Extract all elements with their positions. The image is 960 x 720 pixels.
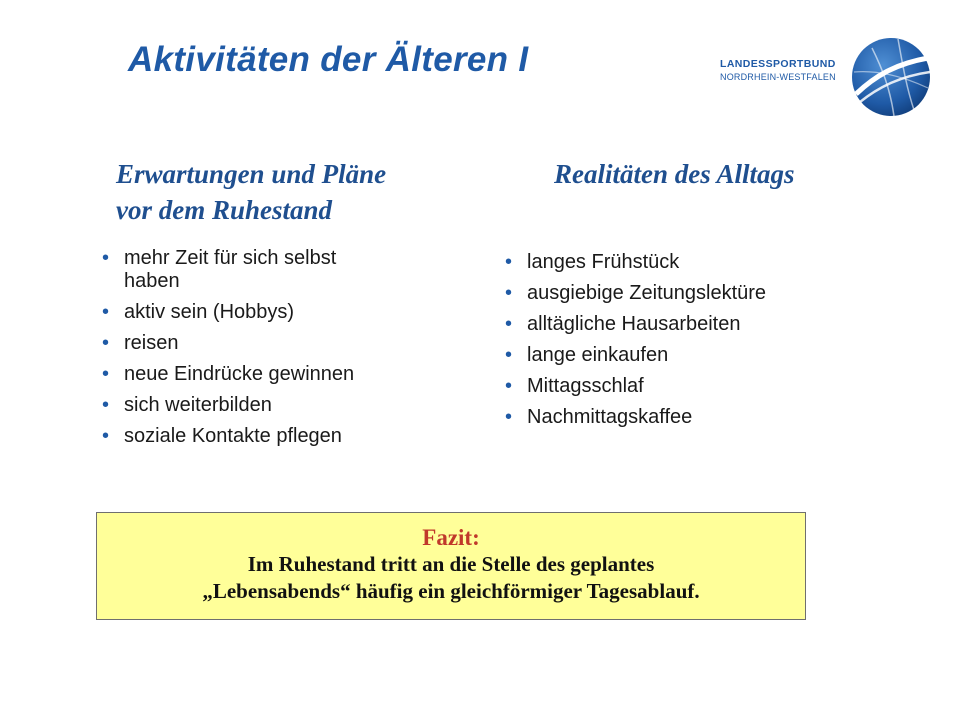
list-item: • Nachmittagskaffee — [505, 406, 885, 429]
globe-logo-icon — [850, 36, 932, 118]
list-item-line-2: haben — [124, 270, 180, 292]
list-item: • Mittagsschlaf — [505, 375, 885, 398]
landessportbund-logo — [720, 36, 942, 120]
left-heading-line-1: Erwartungen und Pläne — [116, 159, 387, 189]
conclusion-line-2: „Lebensabends“ häufig ein gleichförmiger Tagesablauf. — [202, 579, 700, 603]
left-heading-line-2: vor dem Ruhestand — [116, 195, 333, 225]
logo-line-1: LANDESSPORTBUND — [720, 58, 836, 70]
right-column-heading: Realitäten des Alltags — [554, 159, 795, 189]
list-item: • alltägliche Hausarbeiten — [505, 313, 885, 336]
list-item: • aktiv sein (Hobbys) — [102, 301, 462, 324]
list-item — [102, 247, 462, 293]
expectations-list — [102, 247, 462, 456]
conclusion-line-1: Im Ruhestand tritt an die Stelle des geplantes — [247, 552, 655, 576]
slide-title: Aktivitäten der Älteren I — [128, 40, 529, 79]
conclusion-box — [96, 512, 806, 620]
list-item: • neue Eindrücke gewinnen — [102, 363, 462, 386]
list-item: • ausgiebige Zeitungslektüre — [505, 282, 885, 305]
left-column-heading — [116, 156, 386, 228]
list-item: • lange einkaufen — [505, 344, 885, 367]
list-item: • langes Frühstück — [505, 251, 885, 274]
list-item-line-1: mehr Zeit für sich selbst — [124, 247, 337, 269]
conclusion-title: Fazit: — [422, 525, 480, 550]
logo-text — [720, 58, 836, 84]
logo-line-2: NORDRHEIN-WESTFALEN — [720, 72, 836, 82]
realities-list — [505, 251, 885, 437]
list-item: • reisen — [102, 332, 462, 355]
list-item: • soziale Kontakte pflegen — [102, 425, 462, 448]
list-item: • sich weiterbilden — [102, 394, 462, 417]
